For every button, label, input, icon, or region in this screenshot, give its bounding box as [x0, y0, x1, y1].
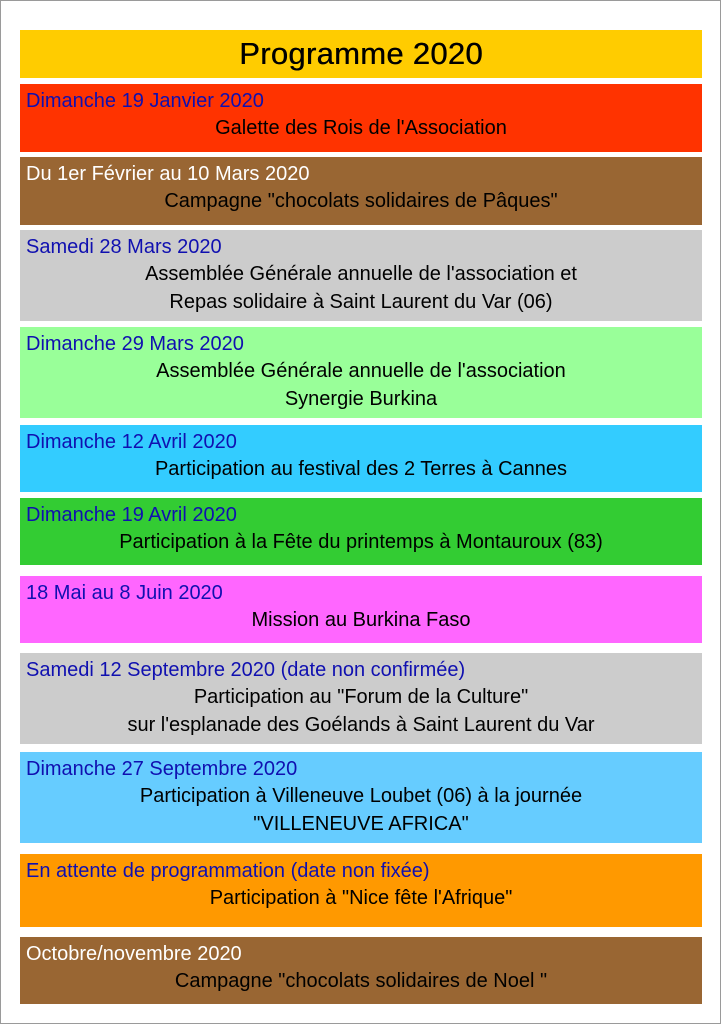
event-date: Dimanche 12 Avril 2020 [26, 431, 237, 453]
event-description: Participation à "Nice fête l'Afrique" [209, 887, 513, 909]
event-date: Samedi 28 Mars 2020 [26, 236, 222, 258]
event-block [20, 576, 702, 643]
event-date: Du 1er Février au 10 Mars 2020 [26, 163, 310, 185]
event-block [20, 752, 702, 843]
event-description: Synergie Burkina [284, 388, 438, 410]
event-date: Dimanche 19 Janvier 2020 [26, 90, 264, 112]
event-description: Participation au festival des 2 Terres à Cannes [154, 458, 568, 480]
event-block [20, 937, 702, 1004]
event-date: En attente de programmation (date non fixée) [26, 860, 430, 882]
event-date: Dimanche 27 Septembre 2020 [26, 758, 298, 780]
event-block [20, 157, 702, 225]
event-date: Octobre/novembre 2020 [26, 943, 242, 965]
event-block [20, 327, 702, 418]
event-description: Assemblée Générale annuelle de l'association et [145, 263, 577, 285]
event-date: Samedi 12 Septembre 2020 (date non confirmée) [26, 659, 466, 681]
event-block [20, 653, 702, 744]
event-description: Participation à Villeneuve Loubet (06) à la journée [139, 785, 583, 807]
event-date: Dimanche 19 Avril 2020 [26, 504, 237, 526]
event-date: 18 Mai au 8 Juin 2020 [26, 582, 223, 604]
event-date: Dimanche 29 Mars 2020 [26, 333, 244, 355]
event-description: Participation à la Fête du printemps à Montauroux (83) [119, 531, 603, 553]
event-block [20, 84, 702, 152]
event-description: Repas solidaire à Saint Laurent du Var (06) [169, 291, 553, 313]
event-block [20, 498, 702, 565]
page-title: Programme 2020 [239, 36, 483, 71]
event-block [20, 854, 702, 927]
event-description: Participation au "Forum de la Culture" [193, 686, 529, 708]
event-description: Galette des Rois de l'Association [215, 117, 507, 139]
event-block [20, 425, 702, 492]
event-description: Campagne "chocolats solidaires de Noel " [174, 970, 548, 992]
event-description: "VILLENEUVE AFRICA" [253, 813, 469, 835]
event-description: Campagne "chocolats solidaires de Pâques" [164, 190, 558, 212]
event-description: Mission au Burkina Faso [251, 609, 471, 631]
event-description: Assemblée Générale annuelle de l'association [156, 360, 566, 382]
event-block [20, 230, 702, 321]
event-description: sur l'esplanade des Goélands à Saint Laurent du Var [127, 714, 595, 736]
title-bar [20, 30, 702, 78]
